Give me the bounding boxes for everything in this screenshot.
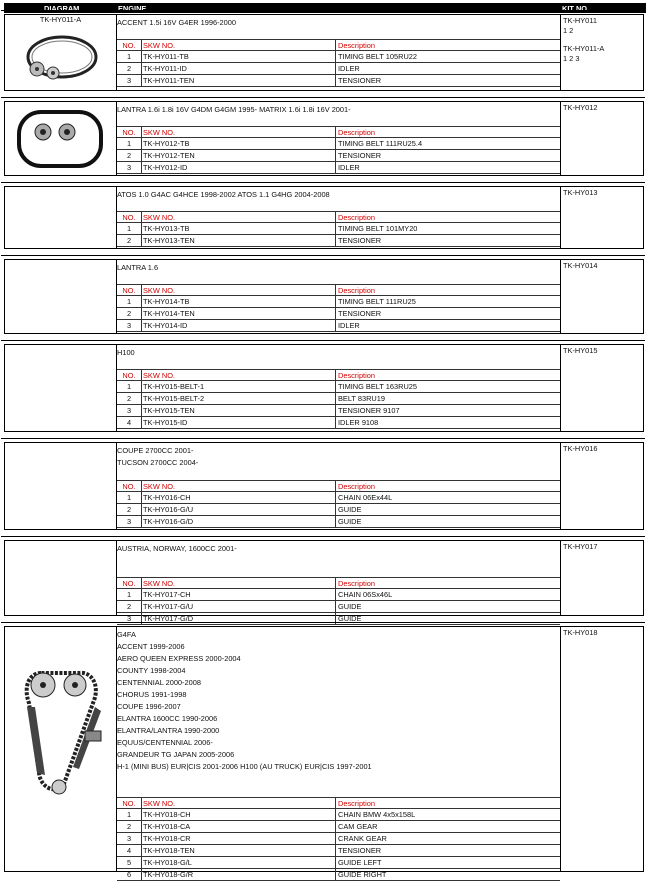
item-no: 3 — [117, 162, 142, 173]
kit-number-cell — [560, 187, 643, 248]
col-skw: SKW NO. — [143, 286, 176, 295]
engine-line: EQUUS/CENTENNIAL 2006- — [117, 738, 213, 747]
table-row — [117, 869, 560, 881]
col-description: Description — [335, 40, 560, 51]
parts-table-header — [117, 126, 560, 138]
parts-table-header — [117, 39, 560, 51]
item-no: 1 — [117, 809, 142, 820]
item-description: TIMING BELT 101MY20 — [335, 223, 560, 234]
header-engine: ENGINE — [118, 4, 147, 13]
item-no: 3 — [117, 833, 142, 844]
engine-line: AERO QUEEN EXPRESS 2000-2004 — [117, 654, 241, 663]
diagram-cell — [5, 15, 117, 90]
col-description: Description — [335, 578, 560, 589]
table-row — [117, 162, 560, 174]
item-description: CRANK GEAR — [335, 833, 560, 844]
item-skw: TK-HY013-TB — [143, 224, 190, 233]
diagram-cell — [5, 187, 117, 248]
table-row — [117, 235, 560, 247]
engine-line: COUPE 1996-2007 — [117, 702, 181, 711]
diagram-cell — [5, 260, 117, 333]
engine-line: COUNTY 1998-2004 — [117, 666, 186, 675]
kit-block — [4, 442, 644, 530]
engine-list — [117, 543, 557, 555]
kit-number: TK-HY016 — [563, 444, 598, 453]
col-no: NO. — [117, 212, 142, 223]
item-skw: TK-HY012-ID — [143, 163, 188, 172]
item-skw: TK-HY018-CR — [143, 834, 191, 843]
kit-number-cell — [560, 102, 643, 175]
item-skw: TK-HY015-BELT-1 — [143, 382, 205, 391]
table-row — [117, 381, 560, 393]
item-no: 3 — [117, 613, 142, 624]
item-description: GUIDE RIGHT — [335, 869, 560, 880]
item-description: TIMING BELT 105RU22 — [335, 51, 560, 62]
parts-table — [117, 577, 560, 625]
table-row — [117, 845, 560, 857]
parts-table — [117, 211, 560, 247]
table-row — [117, 516, 560, 528]
item-skw: TK-HY012-TB — [143, 139, 190, 148]
kit-number: TK-HY014 — [563, 261, 598, 270]
diagram-cell — [5, 345, 117, 431]
col-skw: SKW NO. — [143, 41, 176, 50]
item-description: IDLER — [335, 320, 560, 331]
table-row — [117, 613, 560, 625]
item-description: IDLER — [335, 63, 560, 74]
kit-number-cell — [560, 541, 643, 615]
kit-number: TK-HY018 — [563, 628, 598, 637]
item-no: 2 — [117, 821, 142, 832]
item-description: TENSIONER — [335, 235, 560, 246]
table-row — [117, 308, 560, 320]
item-skw: TK-HY015-TEN — [143, 406, 195, 415]
diagram-label: TK-HY011-A — [39, 15, 82, 24]
item-skw: TK-HY016-G/D — [143, 517, 194, 526]
engine-line: LANTRA 1.6i 1.8i 16V G4DM G4GM 1995- MATRIX 1.6i 1.8i 16V 2001- — [117, 105, 351, 114]
item-no: 3 — [117, 320, 142, 331]
item-no: 1 — [117, 138, 142, 149]
item-no: 1 — [117, 492, 142, 503]
item-description: GUIDE — [335, 516, 560, 527]
kit-number: 1 2 3 — [563, 54, 580, 63]
item-description: GUIDE LEFT — [335, 857, 560, 868]
table-row — [117, 809, 560, 821]
item-skw: TK-HY015-ID — [143, 418, 188, 427]
item-description: TENSIONER 9107 — [335, 405, 560, 416]
table-row — [117, 492, 560, 504]
engine-line: GRANDEUR TG JAPAN 2005-2006 — [117, 750, 235, 759]
timing-belt-kit-image — [15, 106, 105, 172]
item-no: 1 — [117, 51, 142, 62]
engine-line: TUCSON 2700CC 2004- — [117, 458, 199, 467]
parts-table-header — [117, 284, 560, 296]
parts-table-header — [117, 211, 560, 223]
col-skw: SKW NO. — [143, 213, 176, 222]
item-no: 2 — [117, 393, 142, 404]
item-description: CHAIN BMW 4x5x158L — [335, 809, 560, 820]
timing-belt-kit-image — [17, 27, 107, 87]
item-no: 1 — [117, 223, 142, 234]
kit-block — [4, 540, 644, 623]
col-skw: SKW NO. — [143, 128, 176, 137]
parts-table — [117, 39, 560, 87]
table-row — [117, 857, 560, 869]
header-diagram: DIAGRAM — [44, 4, 80, 13]
parts-table — [117, 369, 560, 429]
kit-block — [4, 344, 644, 432]
item-no: 1 — [117, 589, 142, 600]
col-description: Description — [335, 481, 560, 492]
engine-list — [117, 17, 557, 29]
engine-list — [117, 262, 557, 274]
item-skw: TK-HY011-ID — [143, 64, 187, 73]
col-no: NO. — [117, 127, 142, 138]
item-description: TIMING BELT 163RU25 — [335, 381, 560, 392]
kit-block — [4, 14, 644, 91]
item-no: 3 — [117, 405, 142, 416]
table-row — [117, 393, 560, 405]
item-skw: TK-HY018-G/R — [143, 870, 194, 879]
kit-number: TK-HY012 — [563, 103, 598, 112]
item-description: TIMING BELT 111RU25.4 — [335, 138, 560, 149]
table-row — [117, 601, 560, 613]
engine-list — [117, 189, 557, 201]
item-no: 6 — [117, 869, 142, 880]
kit-block — [4, 101, 644, 176]
kit-number: TK-HY015 — [563, 346, 598, 355]
item-no: 2 — [117, 308, 142, 319]
table-row — [117, 417, 560, 429]
item-no: 2 — [117, 63, 142, 74]
item-skw: TK-HY018-G/L — [143, 858, 192, 867]
col-description: Description — [335, 798, 560, 809]
diagram-cell — [5, 627, 117, 871]
engine-list — [117, 445, 557, 469]
col-no: NO. — [117, 578, 142, 589]
engine-line: ELANTRA/LANTRA 1990-2000 — [117, 726, 220, 735]
col-skw: SKW NO. — [143, 799, 176, 808]
parts-table — [117, 797, 560, 881]
col-no: NO. — [117, 370, 142, 381]
engine-line: ACCENT 1999-2006 — [117, 642, 185, 651]
item-skw: TK-HY014-ID — [143, 321, 188, 330]
item-no: 2 — [117, 601, 142, 612]
table-header — [4, 3, 646, 13]
item-description: TENSIONER — [335, 308, 560, 319]
item-description: IDLER 9108 — [335, 417, 560, 428]
engine-line: ATOS 1.0 G4AC G4HCE 1998-2002 ATOS 1.1 G4HG 2004-2008 — [117, 190, 330, 199]
table-row — [117, 51, 560, 63]
table-row — [117, 589, 560, 601]
item-description: GUIDE — [335, 601, 560, 612]
engine-line: H100 — [117, 348, 135, 357]
col-description: Description — [335, 212, 560, 223]
item-skw: TK-HY018-CH — [143, 810, 191, 819]
kit-number: TK-HY011-A — [563, 44, 605, 53]
item-skw: TK-HY017-G/U — [143, 602, 194, 611]
table-row — [117, 296, 560, 308]
table-row — [117, 223, 560, 235]
item-no: 1 — [117, 381, 142, 392]
diagram-cell — [5, 443, 117, 529]
item-description: TENSIONER — [335, 845, 560, 856]
engine-line: G4FA — [117, 630, 136, 639]
table-row — [117, 821, 560, 833]
item-description: GUIDE — [335, 504, 560, 515]
item-description: CHAIN 06Sx46L — [335, 589, 560, 600]
engine-line: H-1 (MINI BUS) EUR|CIS 2001-2006 H100 (AU TRUCK) EUR|CIS 1997-2001 — [117, 762, 372, 771]
item-skw: TK-HY017-G/D — [143, 614, 194, 623]
diagram-cell — [5, 541, 117, 615]
item-no: 1 — [117, 296, 142, 307]
item-skw: TK-HY017-CH — [143, 590, 191, 599]
item-no: 2 — [117, 504, 142, 515]
table-row — [117, 150, 560, 162]
item-no: 4 — [117, 845, 142, 856]
item-skw: TK-HY012-TEN — [143, 151, 195, 160]
kit-number-cell — [560, 15, 643, 90]
col-no: NO. — [117, 798, 142, 809]
col-no: NO. — [117, 285, 142, 296]
item-skw: TK-HY013-TEN — [143, 236, 195, 245]
col-description: Description — [335, 285, 560, 296]
engine-line: COUPE 2700CC 2001- — [117, 446, 194, 455]
engine-list — [117, 629, 557, 773]
item-no: 2 — [117, 150, 142, 161]
kit-number-cell — [560, 627, 643, 871]
engine-line: CENTENNIAL 2000-2008 — [117, 678, 201, 687]
engine-line: ACCENT 1.5i 16V G4ER 1996-2000 — [117, 18, 237, 27]
header-kit-no: KIT NO. — [562, 4, 590, 13]
parts-table — [117, 284, 560, 332]
item-description: TENSIONER — [335, 150, 560, 161]
parts-table — [117, 126, 560, 174]
col-no: NO. — [117, 40, 142, 51]
kit-number: TK-HY017 — [563, 542, 598, 551]
kit-number-cell — [560, 345, 643, 431]
item-description: TENSIONER — [335, 75, 560, 86]
item-skw: TK-HY018-TEN — [143, 846, 195, 855]
parts-table — [117, 480, 560, 528]
item-skw: TK-HY018-CA — [143, 822, 191, 831]
col-no: NO. — [117, 481, 142, 492]
item-description: CHAIN 06Ex44L — [335, 492, 560, 503]
item-skw: TK-HY015-BELT-2 — [143, 394, 205, 403]
col-skw: SKW NO. — [143, 579, 176, 588]
col-skw: SKW NO. — [143, 482, 176, 491]
table-row — [117, 504, 560, 516]
engine-line: AUSTRIA, NORWAY, 1600CC 2001- — [117, 544, 237, 553]
kit-block — [4, 626, 644, 879]
kit-block — [4, 259, 644, 334]
item-skw: TK-HY014-TB — [143, 297, 190, 306]
item-description: BELT 83RU19 — [335, 393, 560, 404]
engine-list — [117, 347, 557, 359]
engine-line: CHORUS 1991-1998 — [117, 690, 187, 699]
table-row — [117, 63, 560, 75]
parts-table-header — [117, 480, 560, 492]
item-no: 3 — [117, 75, 142, 86]
table-row — [117, 138, 560, 150]
parts-table-header — [117, 797, 560, 809]
item-skw: TK-HY016-G/U — [143, 505, 194, 514]
item-skw: TK-HY016-CH — [143, 493, 191, 502]
kit-number: TK-HY011 — [563, 16, 597, 25]
item-description: TIMING BELT 111RU25 — [335, 296, 560, 307]
item-skw: TK-HY014-TEN — [143, 309, 195, 318]
item-description: GUIDE — [335, 613, 560, 624]
item-no: 3 — [117, 516, 142, 527]
engine-line: ELANTRA 1600CC 1990-2006 — [117, 714, 218, 723]
table-row — [117, 405, 560, 417]
kit-number — [563, 36, 641, 44]
diagram-cell — [5, 102, 117, 175]
col-skw: SKW NO. — [143, 371, 176, 380]
table-row — [117, 833, 560, 845]
item-description: CAM GEAR — [335, 821, 560, 832]
kit-number: 1 2 — [563, 26, 574, 35]
parts-table-header — [117, 577, 560, 589]
engine-line: LANTRA 1.6 — [117, 263, 159, 272]
col-description: Description — [335, 370, 560, 381]
engine-list — [117, 104, 557, 116]
kit-block — [4, 186, 644, 249]
item-no: 5 — [117, 857, 142, 868]
table-row — [117, 75, 560, 87]
item-no: 4 — [117, 417, 142, 428]
kit-number-cell — [560, 443, 643, 529]
item-skw: TK-HY011-TEN — [143, 76, 195, 85]
kit-number: TK-HY013 — [563, 188, 598, 197]
item-skw: TK-HY011-TB — [143, 52, 189, 61]
item-no: 2 — [117, 235, 142, 246]
col-description: Description — [335, 127, 560, 138]
table-row — [117, 320, 560, 332]
timing-chain-kit-image — [19, 663, 109, 803]
parts-table-header — [117, 369, 560, 381]
kit-number-cell — [560, 260, 643, 333]
item-description: IDLER — [335, 162, 560, 173]
